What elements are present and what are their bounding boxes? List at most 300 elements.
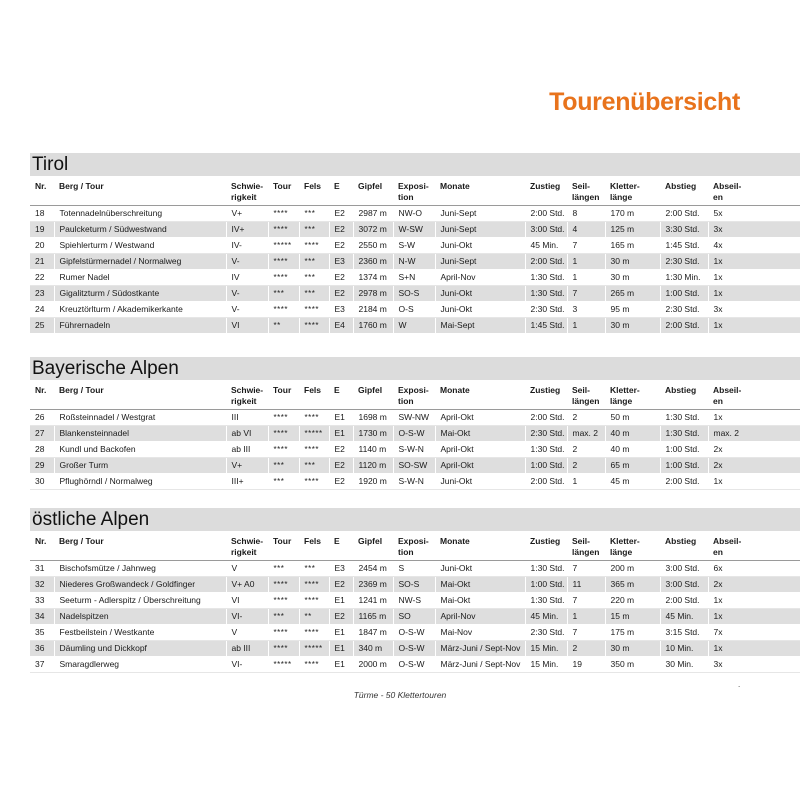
column-header-text: rigkeit bbox=[231, 192, 257, 202]
column-header bbox=[525, 380, 567, 410]
column-header-text: Gipfel bbox=[358, 536, 383, 546]
pitches-cell: 7 bbox=[567, 561, 605, 577]
section-title: Bayerische Alpen bbox=[30, 357, 800, 380]
pitches-cell: 2 bbox=[567, 641, 605, 657]
column-header-text: E bbox=[334, 181, 340, 191]
summit-height-cell: 1241 m bbox=[353, 593, 393, 609]
e-grade-cell: E3 bbox=[329, 302, 353, 318]
tour-name-cell: Paulcketurm / Südwestwand bbox=[54, 222, 226, 238]
column-header bbox=[30, 380, 54, 410]
difficulty-cell: ab III bbox=[226, 641, 268, 657]
rock-rating-cell: ** bbox=[299, 609, 329, 625]
tour-name-cell: Spiehlerturm / Westwand bbox=[54, 238, 226, 254]
rock-rating-cell: *** bbox=[299, 286, 329, 302]
exposition-cell: W-SW bbox=[393, 222, 435, 238]
column-header-text: längen bbox=[572, 396, 600, 406]
difficulty-cell: V+ bbox=[226, 458, 268, 474]
approach-cell: 2:30 Std. bbox=[525, 302, 567, 318]
difficulty-cell: V- bbox=[226, 286, 268, 302]
column-header bbox=[525, 531, 567, 561]
approach-cell: 1:30 Std. bbox=[525, 561, 567, 577]
tour-name-cell: Kundl und Backofen bbox=[54, 442, 226, 458]
months-cell: Juni-Sept bbox=[435, 206, 525, 222]
table-header-row bbox=[30, 176, 800, 206]
column-header-text: Fels bbox=[304, 385, 322, 395]
summit-height-cell: 1698 m bbox=[353, 410, 393, 426]
rock-rating-cell: **** bbox=[299, 474, 329, 490]
approach-cell: 2:00 Std. bbox=[525, 474, 567, 490]
nr-cell: 30 bbox=[30, 474, 54, 490]
months-cell: April-Okt bbox=[435, 458, 525, 474]
column-header-text: Tour bbox=[273, 385, 292, 395]
pitches-cell: 19 bbox=[567, 657, 605, 673]
descent-cell: 1:30 Std. bbox=[660, 426, 708, 442]
months-cell: März-Juni / Sept-Nov bbox=[435, 657, 525, 673]
column-header-text: längen bbox=[572, 192, 600, 202]
pitches-cell: 7 bbox=[567, 286, 605, 302]
column-header-text: tion bbox=[398, 192, 414, 202]
nr-cell: 24 bbox=[30, 302, 54, 318]
column-header-text: länge bbox=[610, 547, 633, 557]
climb-length-cell: 40 m bbox=[605, 426, 660, 442]
column-header bbox=[353, 531, 393, 561]
e-grade-cell: E3 bbox=[329, 254, 353, 270]
abseil-cell: 1x bbox=[708, 410, 800, 426]
descent-cell: 2:00 Std. bbox=[660, 474, 708, 490]
climb-length-cell: 30 m bbox=[605, 254, 660, 270]
column-header-text: längen bbox=[572, 547, 600, 557]
summit-height-cell: 1165 m bbox=[353, 609, 393, 625]
summit-height-cell: 1120 m bbox=[353, 458, 393, 474]
column-header bbox=[226, 176, 268, 206]
table-row bbox=[30, 442, 800, 458]
column-header bbox=[54, 380, 226, 410]
descent-cell: 3:00 Std. bbox=[660, 577, 708, 593]
abseil-cell: 5x bbox=[708, 206, 800, 222]
table-row bbox=[30, 286, 800, 302]
summit-height-cell: 2184 m bbox=[353, 302, 393, 318]
pitches-cell: 2 bbox=[567, 458, 605, 474]
pitches-cell: 4 bbox=[567, 222, 605, 238]
e-grade-cell: E2 bbox=[329, 577, 353, 593]
column-header-text: Exposi- bbox=[398, 385, 429, 395]
column-header-text: Kletter- bbox=[610, 536, 640, 546]
exposition-cell: N-W bbox=[393, 254, 435, 270]
tour-name-cell: Pflughörndl / Normalweg bbox=[54, 474, 226, 490]
tour-rating-cell: *** bbox=[268, 286, 299, 302]
months-cell: Mai-Okt bbox=[435, 426, 525, 442]
e-grade-cell: E2 bbox=[329, 238, 353, 254]
table-row bbox=[30, 609, 800, 625]
column-header bbox=[393, 380, 435, 410]
rock-rating-cell: **** bbox=[299, 238, 329, 254]
nr-cell: 28 bbox=[30, 442, 54, 458]
column-header-text: Fels bbox=[304, 181, 322, 191]
pitches-cell: 1 bbox=[567, 270, 605, 286]
nr-cell: 26 bbox=[30, 410, 54, 426]
table-row bbox=[30, 318, 800, 334]
months-cell: April-Okt bbox=[435, 442, 525, 458]
column-header bbox=[299, 176, 329, 206]
descent-cell: 45 Min. bbox=[660, 609, 708, 625]
column-header-text: tion bbox=[398, 396, 414, 406]
e-grade-cell: E1 bbox=[329, 410, 353, 426]
column-header-text: Abseil- bbox=[713, 181, 742, 191]
column-header-text: Abstieg bbox=[665, 181, 697, 191]
tour-name-cell: Blankensteinnadel bbox=[54, 426, 226, 442]
table-header-row bbox=[30, 531, 800, 561]
column-header-text: Kletter- bbox=[610, 181, 640, 191]
exposition-cell: S+N bbox=[393, 270, 435, 286]
e-grade-cell: E2 bbox=[329, 458, 353, 474]
column-header-text: länge bbox=[610, 396, 633, 406]
exposition-cell: SO bbox=[393, 609, 435, 625]
climb-length-cell: 175 m bbox=[605, 625, 660, 641]
difficulty-cell: V bbox=[226, 625, 268, 641]
difficulty-cell: IV bbox=[226, 270, 268, 286]
column-header-text: Monate bbox=[440, 536, 470, 546]
exposition-cell: O-S-W bbox=[393, 641, 435, 657]
summit-height-cell: 2978 m bbox=[353, 286, 393, 302]
section-title: Tirol bbox=[30, 153, 800, 176]
column-header-text: Seil- bbox=[572, 536, 590, 546]
abseil-cell: 1x bbox=[708, 474, 800, 490]
months-cell: Juni-Okt bbox=[435, 302, 525, 318]
summit-height-cell: 1760 m bbox=[353, 318, 393, 334]
e-grade-cell: E2 bbox=[329, 442, 353, 458]
difficulty-cell: ab III bbox=[226, 442, 268, 458]
column-header-text: Berg / Tour bbox=[59, 536, 104, 546]
column-header-text: Seil- bbox=[572, 181, 590, 191]
column-header-text: Seil- bbox=[572, 385, 590, 395]
column-header bbox=[708, 380, 800, 410]
tour-rating-cell: ***** bbox=[268, 657, 299, 673]
approach-cell: 1:30 Std. bbox=[525, 286, 567, 302]
rock-rating-cell: **** bbox=[299, 410, 329, 426]
tour-name-cell: Seeturm - Adlerspitz / Überschreitung bbox=[54, 593, 226, 609]
nr-cell: 22 bbox=[30, 270, 54, 286]
column-header bbox=[435, 531, 525, 561]
table-row bbox=[30, 302, 800, 318]
e-grade-cell: E3 bbox=[329, 561, 353, 577]
climb-length-cell: 30 m bbox=[605, 318, 660, 334]
climb-length-cell: 30 m bbox=[605, 641, 660, 657]
exposition-cell: SO-S bbox=[393, 286, 435, 302]
abseil-cell: 7x bbox=[708, 625, 800, 641]
months-cell: Mai-Okt bbox=[435, 577, 525, 593]
climb-length-cell: 170 m bbox=[605, 206, 660, 222]
pitches-cell: 7 bbox=[567, 593, 605, 609]
column-header bbox=[605, 176, 660, 206]
difficulty-cell: VI- bbox=[226, 609, 268, 625]
abseil-cell: 2x bbox=[708, 442, 800, 458]
descent-cell: 2:30 Std. bbox=[660, 254, 708, 270]
approach-cell: 1:45 Std. bbox=[525, 318, 567, 334]
summit-height-cell: 1374 m bbox=[353, 270, 393, 286]
pitches-cell: 2 bbox=[567, 442, 605, 458]
column-header bbox=[54, 531, 226, 561]
column-header bbox=[435, 380, 525, 410]
approach-cell: 3:00 Std. bbox=[525, 222, 567, 238]
pitches-cell: 1 bbox=[567, 609, 605, 625]
difficulty-cell: V+ A0 bbox=[226, 577, 268, 593]
tour-name-cell: Roßsteinnadel / Westgrat bbox=[54, 410, 226, 426]
table-row bbox=[30, 577, 800, 593]
pitches-cell: 1 bbox=[567, 318, 605, 334]
descent-cell: 3:00 Std. bbox=[660, 561, 708, 577]
nr-cell: 18 bbox=[30, 206, 54, 222]
region-section bbox=[30, 153, 800, 334]
difficulty-cell: V bbox=[226, 561, 268, 577]
tour-name-cell: Smaragdlerweg bbox=[54, 657, 226, 673]
column-header bbox=[226, 531, 268, 561]
difficulty-cell: V- bbox=[226, 254, 268, 270]
months-cell: Juni-Okt bbox=[435, 238, 525, 254]
approach-cell: 1:30 Std. bbox=[525, 442, 567, 458]
difficulty-cell: IV+ bbox=[226, 222, 268, 238]
column-header bbox=[660, 176, 708, 206]
page-footer: Türme - 50 Klettertouren bbox=[353, 690, 447, 700]
tour-rating-cell: *** bbox=[268, 609, 299, 625]
rock-rating-cell: **** bbox=[299, 442, 329, 458]
approach-cell: 45 Min. bbox=[525, 609, 567, 625]
column-header-text: en bbox=[713, 396, 723, 406]
nr-cell: 25 bbox=[30, 318, 54, 334]
tour-rating-cell: ** bbox=[268, 318, 299, 334]
descent-cell: 1:30 Min. bbox=[660, 270, 708, 286]
climb-length-cell: 65 m bbox=[605, 458, 660, 474]
rock-rating-cell: **** bbox=[299, 302, 329, 318]
difficulty-cell: III bbox=[226, 410, 268, 426]
column-header-text: Tour bbox=[273, 536, 292, 546]
nr-cell: 34 bbox=[30, 609, 54, 625]
pitches-cell: 2 bbox=[567, 410, 605, 426]
column-header-text: Gipfel bbox=[358, 385, 383, 395]
tour-name-cell: Festbeilstein / Westkante bbox=[54, 625, 226, 641]
rock-rating-cell: *** bbox=[299, 270, 329, 286]
descent-cell: 2:00 Std. bbox=[660, 318, 708, 334]
column-header bbox=[353, 176, 393, 206]
tour-name-cell: Großer Turm bbox=[54, 458, 226, 474]
e-grade-cell: E2 bbox=[329, 474, 353, 490]
nr-cell: 20 bbox=[30, 238, 54, 254]
summit-height-cell: 1920 m bbox=[353, 474, 393, 490]
summit-height-cell: 340 m bbox=[353, 641, 393, 657]
nr-cell: 23 bbox=[30, 286, 54, 302]
climb-length-cell: 165 m bbox=[605, 238, 660, 254]
tour-rating-cell: **** bbox=[268, 593, 299, 609]
rock-rating-cell: *** bbox=[299, 254, 329, 270]
column-header bbox=[393, 531, 435, 561]
abseil-cell: 1x bbox=[708, 641, 800, 657]
rock-rating-cell: *** bbox=[299, 561, 329, 577]
approach-cell: 45 Min. bbox=[525, 238, 567, 254]
tour-rating-cell: **** bbox=[268, 442, 299, 458]
column-header bbox=[329, 380, 353, 410]
abseil-cell: max. 2 bbox=[708, 426, 800, 442]
climb-length-cell: 350 m bbox=[605, 657, 660, 673]
tour-name-cell: Rumer Nadel bbox=[54, 270, 226, 286]
tour-rating-cell: **** bbox=[268, 426, 299, 442]
tour-rating-cell: **** bbox=[268, 206, 299, 222]
column-header-text: Zustieg bbox=[530, 181, 561, 191]
months-cell: Juni-Sept bbox=[435, 254, 525, 270]
rock-rating-cell: *** bbox=[299, 206, 329, 222]
column-header bbox=[268, 176, 299, 206]
column-header bbox=[525, 176, 567, 206]
column-header bbox=[30, 176, 54, 206]
difficulty-cell: VI bbox=[226, 318, 268, 334]
months-cell: April-Nov bbox=[435, 609, 525, 625]
rock-rating-cell: **** bbox=[299, 625, 329, 641]
climb-length-cell: 30 m bbox=[605, 270, 660, 286]
descent-cell: 1:00 Std. bbox=[660, 442, 708, 458]
climb-length-cell: 15 m bbox=[605, 609, 660, 625]
pitches-cell: 11 bbox=[567, 577, 605, 593]
tour-name-cell: Gipfelstürmernadel / Normalweg bbox=[54, 254, 226, 270]
page-mark: . bbox=[738, 680, 741, 689]
column-header-text: Tour bbox=[273, 181, 292, 191]
abseil-cell: 3x bbox=[708, 302, 800, 318]
months-cell: Mai-Okt bbox=[435, 593, 525, 609]
column-header-text: Schwie- bbox=[231, 181, 264, 191]
column-header bbox=[605, 531, 660, 561]
rock-rating-cell: ***** bbox=[299, 426, 329, 442]
column-header bbox=[605, 380, 660, 410]
pitches-cell: 1 bbox=[567, 254, 605, 270]
descent-cell: 2:00 Std. bbox=[660, 206, 708, 222]
column-header bbox=[708, 531, 800, 561]
e-grade-cell: E2 bbox=[329, 286, 353, 302]
difficulty-cell: VI- bbox=[226, 657, 268, 673]
column-header bbox=[54, 176, 226, 206]
climb-length-cell: 220 m bbox=[605, 593, 660, 609]
months-cell: Juni-Okt bbox=[435, 474, 525, 490]
rock-rating-cell: *** bbox=[299, 222, 329, 238]
months-cell: Mai-Sept bbox=[435, 318, 525, 334]
abseil-cell: 1x bbox=[708, 318, 800, 334]
tour-name-cell: Führernadeln bbox=[54, 318, 226, 334]
climb-length-cell: 95 m bbox=[605, 302, 660, 318]
rock-rating-cell: *** bbox=[299, 458, 329, 474]
rock-rating-cell: ***** bbox=[299, 641, 329, 657]
column-header bbox=[268, 380, 299, 410]
column-header-text: rigkeit bbox=[231, 547, 257, 557]
column-header bbox=[30, 531, 54, 561]
descent-cell: 3:30 Std. bbox=[660, 222, 708, 238]
nr-cell: 19 bbox=[30, 222, 54, 238]
summit-height-cell: 2000 m bbox=[353, 657, 393, 673]
e-grade-cell: E1 bbox=[329, 657, 353, 673]
climb-length-cell: 365 m bbox=[605, 577, 660, 593]
nr-cell: 31 bbox=[30, 561, 54, 577]
nr-cell: 32 bbox=[30, 577, 54, 593]
nr-cell: 37 bbox=[30, 657, 54, 673]
nr-cell: 35 bbox=[30, 625, 54, 641]
tour-rating-cell: **** bbox=[268, 410, 299, 426]
exposition-cell: W bbox=[393, 318, 435, 334]
e-grade-cell: E1 bbox=[329, 593, 353, 609]
descent-cell: 1:45 Std. bbox=[660, 238, 708, 254]
climb-length-cell: 40 m bbox=[605, 442, 660, 458]
exposition-cell: NW-O bbox=[393, 206, 435, 222]
section-title: östliche Alpen bbox=[30, 508, 800, 531]
exposition-cell: O-S bbox=[393, 302, 435, 318]
column-header bbox=[435, 176, 525, 206]
rock-rating-cell: **** bbox=[299, 318, 329, 334]
column-header-text: Abseil- bbox=[713, 536, 742, 546]
tour-name-cell: Kreuztörlturm / Akademikerkante bbox=[54, 302, 226, 318]
nr-cell: 36 bbox=[30, 641, 54, 657]
column-header bbox=[329, 531, 353, 561]
tour-rating-cell: **** bbox=[268, 270, 299, 286]
column-header-text: Nr. bbox=[35, 536, 47, 546]
column-header bbox=[299, 380, 329, 410]
descent-cell: 10 Min. bbox=[660, 641, 708, 657]
column-header-text: Berg / Tour bbox=[59, 385, 104, 395]
pitches-cell: 3 bbox=[567, 302, 605, 318]
exposition-cell: SW-NW bbox=[393, 410, 435, 426]
column-header-text: Kletter- bbox=[610, 385, 640, 395]
descent-cell: 1:00 Std. bbox=[660, 458, 708, 474]
climb-length-cell: 265 m bbox=[605, 286, 660, 302]
nr-cell: 29 bbox=[30, 458, 54, 474]
climb-length-cell: 125 m bbox=[605, 222, 660, 238]
descent-cell: 1:30 Std. bbox=[660, 410, 708, 426]
months-cell: Mai-Nov bbox=[435, 625, 525, 641]
difficulty-cell: IV- bbox=[226, 238, 268, 254]
abseil-cell: 3x bbox=[708, 222, 800, 238]
climb-length-cell: 45 m bbox=[605, 474, 660, 490]
difficulty-cell: III+ bbox=[226, 474, 268, 490]
abseil-cell: 3x bbox=[708, 657, 800, 673]
descent-cell: 2:30 Std. bbox=[660, 302, 708, 318]
exposition-cell: S-W bbox=[393, 238, 435, 254]
tour-rating-cell: ***** bbox=[268, 238, 299, 254]
column-header bbox=[226, 380, 268, 410]
table-row bbox=[30, 222, 800, 238]
column-header-text: Abstieg bbox=[665, 536, 697, 546]
rock-rating-cell: **** bbox=[299, 593, 329, 609]
approach-cell: 1:30 Std. bbox=[525, 593, 567, 609]
column-header-text: E bbox=[334, 536, 340, 546]
nr-cell: 21 bbox=[30, 254, 54, 270]
tour-table bbox=[30, 531, 800, 673]
column-header-text: Berg / Tour bbox=[59, 181, 104, 191]
summit-height-cell: 1847 m bbox=[353, 625, 393, 641]
column-header-text: Nr. bbox=[35, 385, 47, 395]
descent-cell: 2:00 Std. bbox=[660, 593, 708, 609]
approach-cell: 2:30 Std. bbox=[525, 625, 567, 641]
column-header-text: Monate bbox=[440, 385, 470, 395]
column-header-text: Zustieg bbox=[530, 536, 561, 546]
column-header bbox=[268, 531, 299, 561]
table-row bbox=[30, 426, 800, 442]
months-cell: Juni-Sept bbox=[435, 222, 525, 238]
column-header-text: E bbox=[334, 385, 340, 395]
table-row bbox=[30, 625, 800, 641]
table-row bbox=[30, 254, 800, 270]
column-header-text: tion bbox=[398, 547, 414, 557]
tour-rating-cell: **** bbox=[268, 641, 299, 657]
tour-rating-cell: *** bbox=[268, 474, 299, 490]
pitches-cell: max. 2 bbox=[567, 426, 605, 442]
page-title: Tourenübersicht bbox=[549, 88, 740, 116]
column-header-text: Fels bbox=[304, 536, 322, 546]
descent-cell: 3:15 Std. bbox=[660, 625, 708, 641]
exposition-cell: O-S-W bbox=[393, 625, 435, 641]
table-header-row bbox=[30, 380, 800, 410]
